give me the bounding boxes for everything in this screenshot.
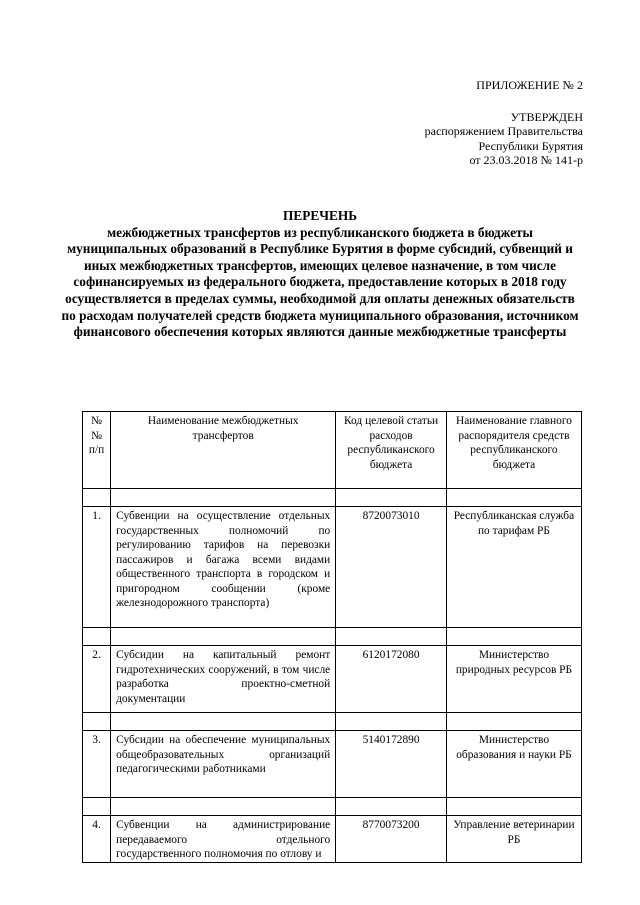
row-code: 6120172080: [336, 646, 447, 713]
spacer-row: [83, 713, 582, 731]
document-title: [60, 208, 580, 341]
appendix-label: ПРИЛОЖЕНИЕ № 2: [476, 78, 583, 92]
row-code: 5140172890: [336, 731, 447, 798]
row-num: 3.: [83, 731, 111, 798]
table-row: [83, 646, 582, 713]
table-row: [83, 507, 582, 628]
approved-by-line1: распоряжением Правительства: [424, 124, 583, 138]
title-body: межбюджетных трансфертов из республиканского бюджета в бюджеты муниципальных образований в Республике Бурятия в форме субсидий, субвенций и иных межбюджетных трансфертов, имеющих целевое назначение, в том числе софинансируемых из федерального бюджета, предоставление которых в 2018 году осуществляется в пределах суммы, необходимой для оплаты денежных обязательств по расходам получателей средств бюджета муниципального образования, источником финансового обеспечения которых являются данные межбюджетные трансферты: [61, 224, 579, 340]
row-num: 1.: [83, 507, 111, 628]
table-row: [83, 731, 582, 798]
row-admin: Республиканская служба по тарифам РБ: [446, 507, 581, 628]
approval-header: [425, 78, 583, 168]
row-code: 8720073010: [336, 507, 447, 628]
order-date-number: от 23.03.2018 № 141-р: [469, 153, 583, 167]
row-num: 2.: [83, 646, 111, 713]
spacer-row: [83, 628, 582, 646]
row-name: Субвенции на осуществление отдельных государственных полномочий по регулированию тарифов на перевозки пассажиров и багажа всеми видами общественного транспорта в городском и пригородном сообщении (кроме железнодорожного транспорта): [111, 507, 336, 628]
header-name: Наименование межбюджетных трансфертов: [111, 412, 336, 489]
header-code: Код целевой статьи расходов республиканского бюджета: [336, 412, 447, 489]
approved-label: УТВЕРЖДЕН: [510, 109, 583, 124]
header-num: №№ п/п: [83, 412, 111, 489]
row-admin: Управление ветеринарии РБ: [446, 816, 581, 863]
table-row: [83, 816, 582, 863]
row-admin: Министерство образования и науки РБ: [446, 731, 581, 798]
row-name: Субсидии на капитальный ремонт гидротехнических сооружений, в том числе разработка проектно-сметной документации: [111, 646, 336, 713]
header-admin: Наименование главного распорядителя средств республиканского бюджета: [446, 412, 581, 489]
row-name: Субвенции на администрирование передаваемого отдельного государственного полномочия по отлову и: [111, 816, 336, 863]
row-admin: Министерство природных ресурсов РБ: [446, 646, 581, 713]
transfers-table: [82, 411, 582, 863]
row-code: 8770073200: [336, 816, 447, 863]
title-heading: ПЕРЕЧЕНЬ: [283, 208, 357, 223]
table-header-row: [83, 412, 582, 489]
spacer-row: [83, 489, 582, 507]
row-name: Субсидии на обеспечение муниципальных общеобразовательных организаций педагогическими работниками: [111, 731, 336, 798]
approved-by-line2: Республики Бурятия: [478, 138, 583, 153]
row-num: 4.: [83, 816, 111, 863]
spacer-row: [83, 798, 582, 816]
